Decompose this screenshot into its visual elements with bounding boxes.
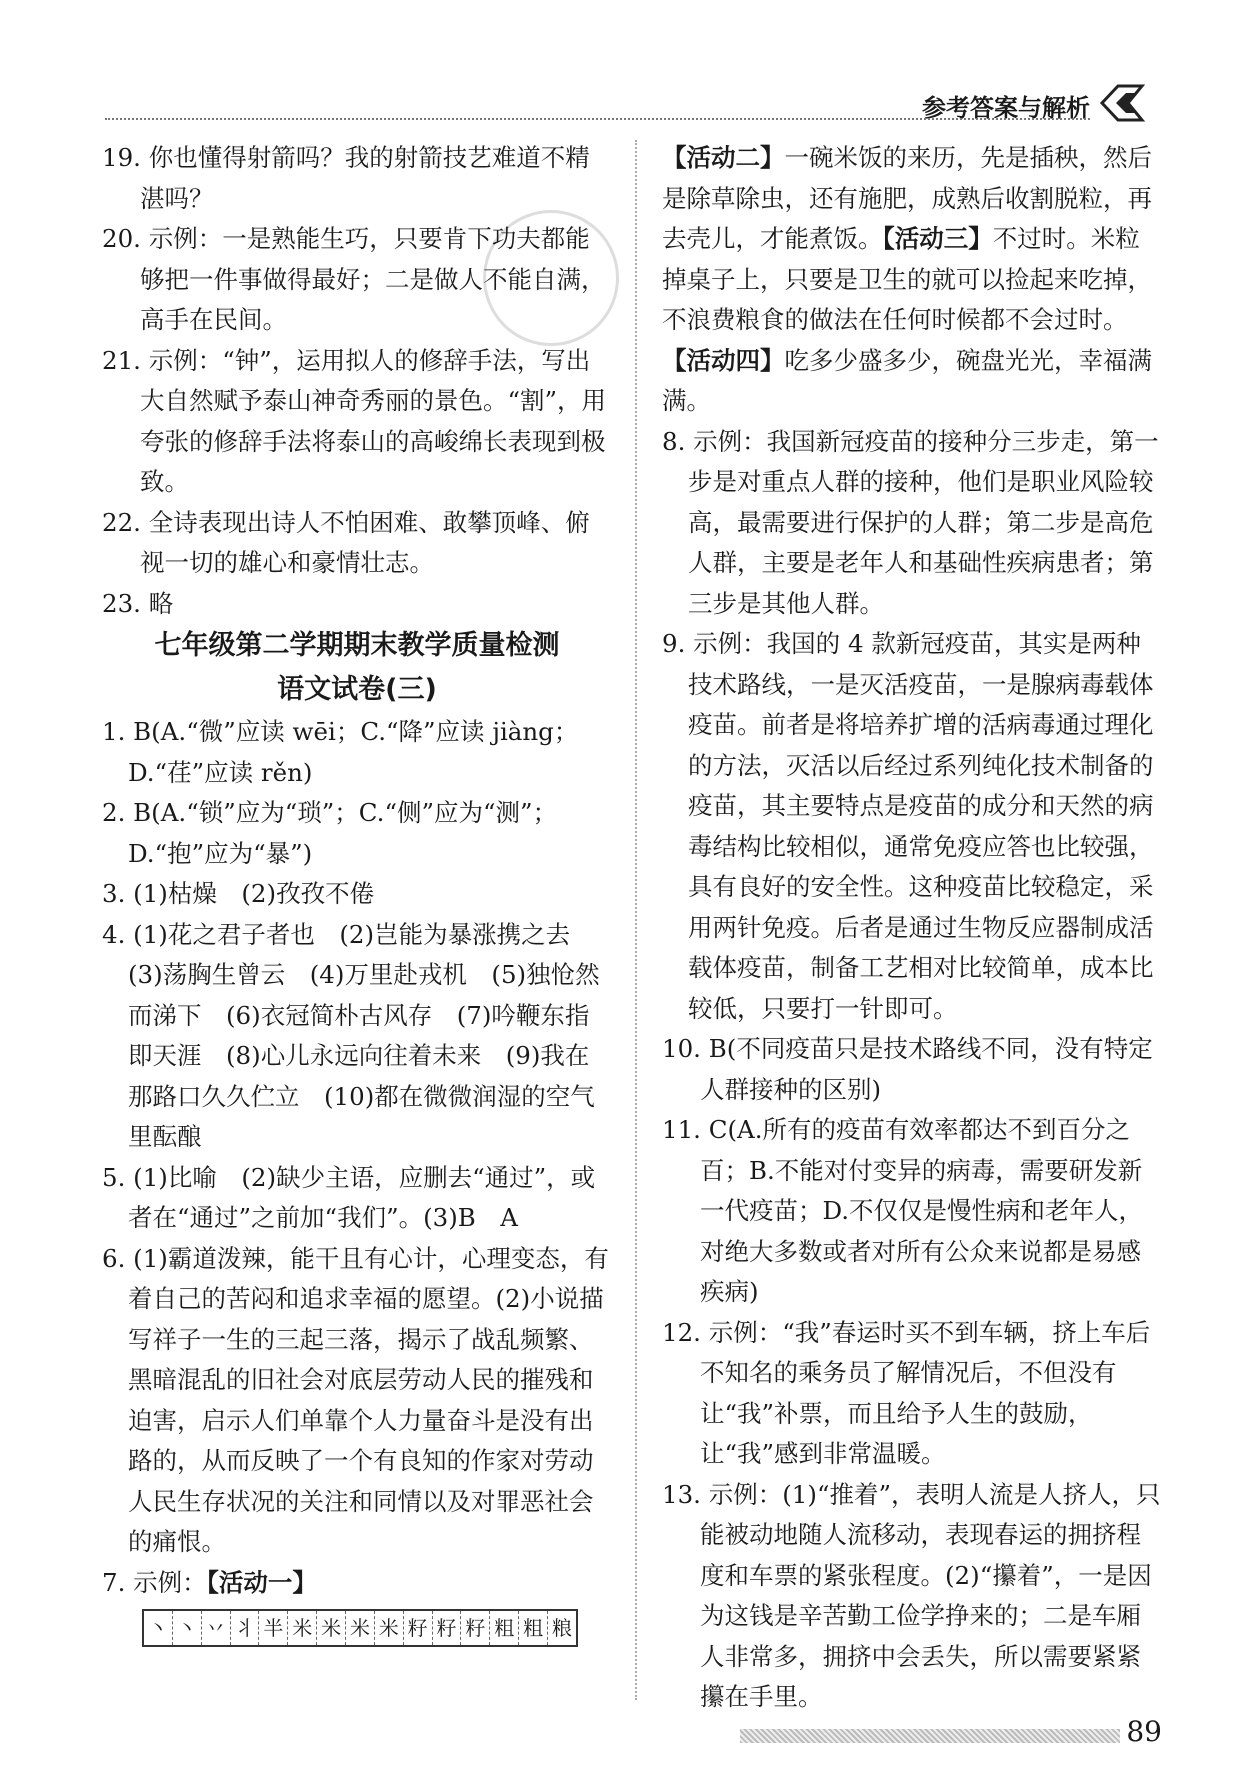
grid-cell: 籽	[404, 1611, 433, 1645]
grid-cell: 籽	[433, 1611, 462, 1645]
answer-22: 22. 全诗表现出诗人不怕困难、敢攀顶峰、俯视一切的雄心和豪情壮志。	[102, 507, 590, 577]
answer-20: 20. 示例：一是熟能生巧，只要肯下功夫都能够把一件事做得最好；二是做人不能自满，高手在民间。	[102, 224, 606, 334]
answer-1: 1. B(A.“微”应读 wēi；C.“降”应读 jiàng；D.“荏”应读 rěn)	[102, 717, 579, 787]
grid-cell: 丷	[202, 1611, 231, 1645]
answer-11: 11. C(A.所有的疫苗有效率都达不到百分之百；B.不能对付变异的病毒，需要研发新一代疫苗；D.不仅仅是慢性病和老年人，对绝大多数或者对所有公众来说都是易感疾病)	[662, 1115, 1144, 1306]
header-rule	[105, 118, 1090, 120]
arrow-badge-icon	[1098, 80, 1150, 126]
answer-13: 13. 示例：(1)“推着”，表明人流是人挤人，只能被动地随人流移动，表现春运的拥挤程度和车票的紧张程度。(2)“攥着”，一是因为这钱是辛苦勤工俭学挣来的；二是车厢人非常多，拥挤中会丢失，所以需要紧紧攥在手里。	[662, 1479, 1161, 1711]
grid-cell: 米	[288, 1611, 317, 1645]
grid-cell: 粗	[519, 1611, 548, 1645]
header-title: 参考答案与解析	[922, 94, 1090, 122]
grid-cell: 米	[375, 1611, 404, 1645]
answer-19: 19. 你也懂得射箭吗？我的射箭技艺难道不精湛吗？	[102, 143, 590, 213]
section-title-line1: 七年级第二学期期末教学质量检测	[154, 630, 560, 661]
answer-7-prefix: 7. 示例：	[102, 1567, 207, 1597]
activity-4-label: 【活动四】	[662, 345, 785, 375]
answer-2: 2. B(A.“锁”应为“琐”；C.“侧”应为“测”；D.“抱”应为“暴”)	[102, 798, 558, 868]
answer-7-continued	[662, 138, 1162, 422]
answer-10: 10. B(不同疫苗只是技术路线不同，没有特定人群接种的区别)	[662, 1034, 1153, 1104]
activity-3-label: 【活动三】	[882, 224, 993, 253]
grid-cell: 丶	[173, 1611, 202, 1645]
grid-cell: 籽	[461, 1611, 490, 1645]
activity-4-text: 吃多少盛多少，碗盘光光，幸福满满。	[662, 345, 1152, 415]
grid-cell: 半	[259, 1611, 288, 1645]
stroke-order-grid	[142, 1609, 578, 1647]
grid-cell: 丬	[231, 1611, 260, 1645]
footer-hatch-bar	[740, 1729, 1120, 1743]
grid-cell: 米	[317, 1611, 346, 1645]
answer-5: 5. (1)比喻 (2)缺少主语，应删去“通过”，或者在“通过”之前加“我们”。(3)B A	[102, 1162, 596, 1232]
answer-12: 12. 示例：“我”春运时买不到车辆，挤上车后不知名的乘务员了解情况后，不但没有让“我”补票，而且给予人生的鼓励，让“我”感到非常温暖。	[662, 1317, 1151, 1468]
grid-cell: 粮	[551, 1616, 572, 1640]
column-divider	[635, 140, 637, 1700]
answer-8: 8. 示例：我国新冠疫苗的接种分三步走，第一步是对重点人群的接种，他们是职业风险较高，最需要进行保护的人群；第二步是高危人群，主要是老年人和基础性疾病患者；第三步是其他人群。	[662, 426, 1159, 618]
activity-2-text: 一碗米饭的来历，先是插秧，然后是除草除虫，还有施肥，成熟后收割脱粒，再去壳儿，才能煮饭。	[662, 143, 1152, 253]
answer-23: 23. 略	[102, 588, 174, 618]
grid-cell: 丶	[144, 1611, 173, 1645]
left-column	[102, 138, 612, 1647]
answer-7-start	[102, 1563, 612, 1604]
page-number: 89	[1126, 1715, 1162, 1748]
activity-1-label: 【活动一】	[206, 1567, 317, 1597]
grid-cell: 粗	[490, 1611, 519, 1645]
answer-6: 6. (1)霸道泼辣，能干且有心计，心理变态，有着自己的苦闷和追求幸福的愿望。(2)小说描写祥子一生的三起三落，揭示了战乱频繁、黑暗混乱的旧社会对底层劳动人民的摧残和迫害，启示人们单靠个人力量奋斗是没有出路的，从而反映了一个有良知的作家对劳动人民生存状况的关注和同情以及对罪恶社会的痛恨。	[102, 1243, 609, 1556]
answer-3: 3. (1)枯燥 (2)孜孜不倦	[102, 879, 375, 908]
answer-21: 21. 示例：“钟”，运用拟人的修辞手法，写出大自然赋予泰山神奇秀丽的景色。“割”，用夸张的修辞手法将泰山的高峻绵长表现到极致。	[102, 345, 607, 496]
right-column	[662, 138, 1162, 1718]
answer-4: 4. (1)花之君子者也 (2)岂能为暴涨携之去 (3)荡胸生曾云 (4)万里赴戎机 (5)独怆然而涕下 (6)衣冠简朴古风存 (7)吟鞭东指即天涯 (8)心儿永远向往着未来 (9)我在那路口久久伫立 (10)都在微微润湿的空气里酝酿	[102, 919, 600, 1151]
grid-cell: 米	[346, 1611, 375, 1645]
activity-2-label: 【活动二】	[662, 143, 785, 172]
answer-9: 9. 示例：我国的 4 款新冠疫苗，其实是两种技术路线，一是灭活疫苗，一是腺病毒载体疫苗。前者是将培养扩增的活病毒通过理化的方法，灭活以后经过系列纯化技术制备的疫苗，其主要特点是疫苗的成分和天然的病毒结构比较相似，通常免疫应答也比较强，具有良好的安全性。这种疫苗比较稳定，采用两针免疫。后者是通过生物反应器制成活载体疫苗，制备工艺相对比较简单，成本比较低，只要打一针即可。	[662, 629, 1154, 1023]
activity-3-text: 不过时。米粒掉桌子上，只要是卫生的就可以捡起来吃掉，不浪费粮食的做法在任何时候都不会过时。	[662, 224, 1152, 334]
section-title-line2: 语文试卷(三)	[277, 674, 437, 705]
